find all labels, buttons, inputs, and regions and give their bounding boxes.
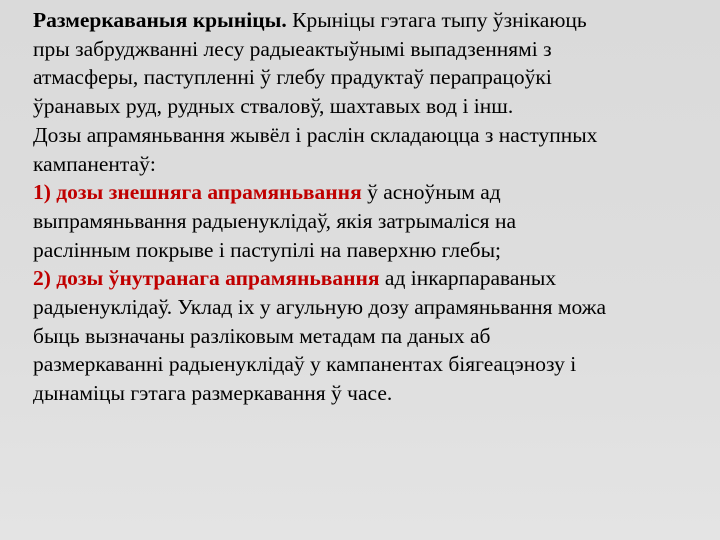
text-line bbox=[33, 150, 693, 179]
text-segment: кампанентаў: bbox=[33, 151, 156, 176]
text-segment: пры забруджванні лесу радыеактыўнымі выпадзеннямі з bbox=[33, 36, 552, 61]
text-line bbox=[33, 6, 693, 35]
text-line bbox=[33, 264, 693, 293]
text-line bbox=[33, 92, 693, 121]
text-segment: ўранавых руд, рудных стваловў, шахтавых вод і інш. bbox=[33, 94, 514, 119]
text-block bbox=[33, 6, 693, 408]
text-line bbox=[33, 178, 693, 207]
text-segment: Дозы апрамяньвання жывёл і раслін складаюцца з наступных bbox=[33, 122, 598, 147]
text-line bbox=[33, 35, 693, 64]
text-segment: быць вызначаны разліковым метадам па даных аб bbox=[33, 323, 491, 348]
text-line bbox=[33, 293, 693, 322]
text-segment: Крыніцы гэтага тыпу ўзнікаюць bbox=[286, 8, 587, 32]
text-segment: раслінным покрыве і паступілі на паверхню глебы; bbox=[33, 237, 502, 262]
section-heading: Размеркаваныя крыніцы. bbox=[33, 8, 287, 32]
highlighted-term: 2) дозы ўнутранага апрамяньвання bbox=[33, 266, 380, 291]
text-segment: радыенуклідаў. Уклад іх у агульную дозу апрамяньвання можа bbox=[33, 295, 607, 320]
text-line bbox=[33, 236, 693, 265]
text-line bbox=[33, 63, 693, 92]
text-line bbox=[33, 379, 693, 408]
text-segment: ад інкарпараваных bbox=[379, 266, 557, 291]
highlighted-term: 1) дозы знешняга апрамяньвання bbox=[33, 180, 362, 205]
text-segment: размеркаванні радыенуклідаў у кампанентах біягеацэнозу і bbox=[33, 352, 577, 377]
text-line bbox=[33, 207, 693, 236]
text-line bbox=[33, 350, 693, 379]
text-segment: дынаміцы гэтага размеркавання ў часе. bbox=[33, 381, 393, 406]
text-line bbox=[33, 121, 693, 150]
text-line bbox=[33, 322, 693, 351]
text-segment: выпрамяньвання радыенуклідаў, якія затрымаліся на bbox=[33, 208, 516, 233]
text-segment: ў асноўным ад bbox=[361, 180, 501, 205]
text-segment: атмасферы, паступленні ў глебу прадуктаў перапрацоўкі bbox=[33, 65, 552, 90]
